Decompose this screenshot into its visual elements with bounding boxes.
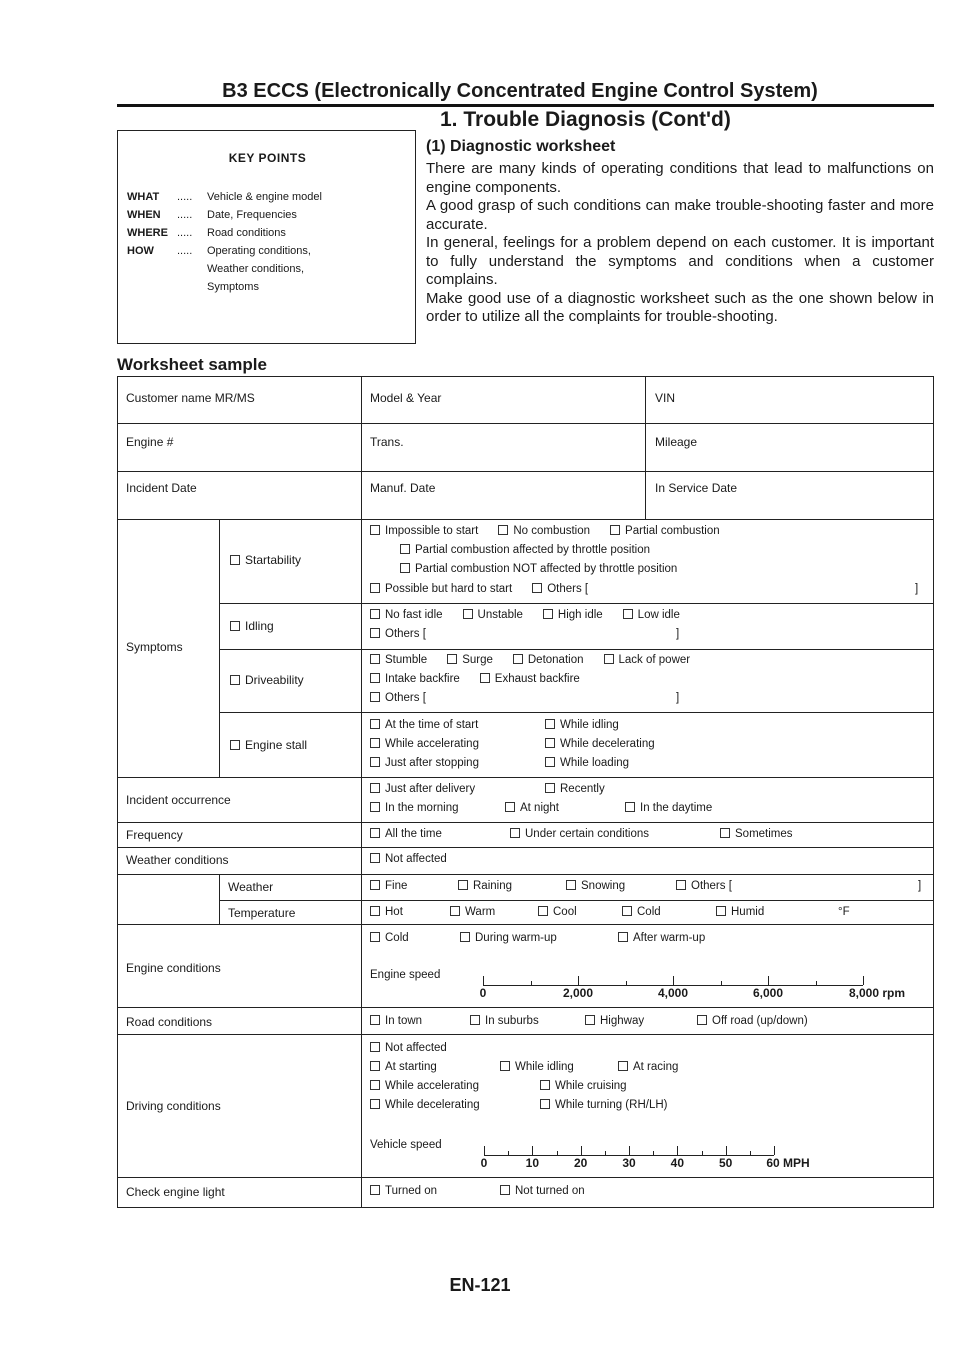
weather-options: Fine Raining Snowing Others [: [370, 880, 732, 892]
checkbox-icon[interactable]: [370, 828, 380, 838]
checkbox-icon[interactable]: [610, 525, 620, 535]
header-rule: [117, 104, 934, 107]
column-divider: [361, 377, 362, 1207]
checkbox-icon[interactable]: [370, 692, 380, 702]
road-conditions-label: Road conditions: [126, 1015, 213, 1029]
checkbox-icon[interactable]: [545, 757, 555, 767]
column-divider: [219, 874, 220, 924]
vehicle-speed-major-tick: [532, 1146, 533, 1155]
checkbox-icon[interactable]: [370, 1042, 380, 1052]
row-divider: [118, 1007, 933, 1008]
checkbox-icon[interactable]: [510, 828, 520, 838]
key-point-dots: .....: [177, 191, 193, 203]
system-title: B3 ECCS (Electronically Concentrated Engine Control System): [222, 80, 818, 102]
vehicle-speed-tick-label: 20: [573, 1156, 588, 1170]
vehicle-speed-major-tick: [726, 1146, 727, 1155]
key-point-key: HOW: [127, 245, 154, 257]
customer-name-label: Customer name MR/MS: [126, 391, 255, 405]
check-engine-light-options: Turned on Not turned on: [370, 1185, 585, 1197]
key-point-how-cont: Weather conditions,: [207, 263, 305, 275]
key-point-dots: .....: [177, 209, 193, 221]
checkbox-icon[interactable]: [370, 673, 380, 683]
intro-text: [426, 160, 934, 327]
engine-speed-tick-label: 6,000: [752, 986, 784, 1000]
engine-number-label: Engine #: [126, 435, 174, 449]
page-number: EN-121: [449, 1275, 511, 1295]
vehicle-speed-major-tick: [774, 1146, 775, 1155]
startability-line-1: Impossible to start No combustion Partial combustion: [370, 525, 720, 537]
driveability-line-2: Intake backfire Exhaust backfire: [370, 673, 580, 685]
engine-speed-major-tick: [768, 976, 769, 985]
checkbox-icon[interactable]: [618, 932, 628, 942]
transmission-label: Trans.: [370, 435, 404, 449]
vehicle-speed-major-tick: [484, 1146, 485, 1155]
key-point-how: [127, 245, 311, 257]
checkbox-icon[interactable]: [370, 628, 380, 638]
frequency-label: Frequency: [126, 828, 183, 842]
checkbox-icon[interactable]: [370, 880, 380, 890]
temperature-label: Temperature: [228, 906, 296, 920]
engine-speed-minor-tick: [626, 981, 627, 985]
checkbox-icon[interactable]: [716, 906, 726, 916]
checkbox-icon[interactable]: [545, 738, 555, 748]
manufacture-date-label: Manuf. Date: [370, 481, 436, 495]
checkbox-icon[interactable]: [370, 738, 380, 748]
key-point-how-cont: Symptoms: [207, 281, 259, 293]
checkbox-icon[interactable]: [230, 675, 240, 685]
checkbox-icon[interactable]: [370, 1099, 380, 1109]
checkbox-icon[interactable]: [513, 654, 523, 664]
checkbox-icon[interactable]: [697, 1015, 707, 1025]
checkbox-icon[interactable]: [370, 1015, 380, 1025]
row-divider: [118, 874, 933, 875]
engine-speed-minor-tick: [721, 981, 722, 985]
key-points-box: [117, 130, 416, 344]
vehicle-speed-minor-tick: [653, 1151, 654, 1155]
vehicle-speed-label: Vehicle speed: [370, 1139, 442, 1151]
engine-speed-major-tick: [863, 976, 864, 985]
row-divider: [118, 471, 933, 472]
in-service-date-label: In Service Date: [655, 481, 738, 495]
row-divider: [118, 423, 933, 424]
key-points-title: KEY POINTS: [228, 151, 307, 165]
row-divider: [118, 822, 933, 823]
driving-conditions-line-2: At starting While idling At racing: [370, 1061, 678, 1073]
engine-stall-line-1: At the time of start While idling: [370, 719, 619, 731]
row-divider: [118, 924, 933, 925]
vehicle-speed-tick-label: 40: [670, 1156, 685, 1170]
checkbox-icon[interactable]: [500, 1185, 510, 1195]
engine-speed-tick-label: 2,000: [562, 986, 594, 1000]
model-year-label: Model & Year: [370, 391, 442, 405]
key-point-where: [127, 227, 286, 239]
section-title: 1. Trouble Diagnosis (Cont'd): [440, 108, 731, 131]
checkbox-icon[interactable]: [540, 1080, 550, 1090]
checkbox-icon[interactable]: [370, 802, 380, 812]
key-point-value: Road conditions: [207, 227, 286, 239]
checkbox-icon[interactable]: [585, 1015, 595, 1025]
key-point-key: WHEN: [127, 209, 161, 221]
checkbox-icon[interactable]: [538, 906, 548, 916]
vehicle-speed-minor-tick: [508, 1151, 509, 1155]
row-divider: [118, 519, 933, 520]
checkbox-icon[interactable]: [370, 757, 380, 767]
temperature-unit: °F: [838, 906, 850, 918]
startability-line-4: Possible but hard to start Others [: [370, 583, 588, 595]
incident-date-label: Incident Date: [126, 481, 197, 495]
idling-line-2: Others [: [370, 628, 426, 640]
key-point-value: Date, Frequencies: [207, 209, 297, 221]
checkbox-icon[interactable]: [370, 1185, 380, 1195]
engine-speed-tick-label: 4,000: [657, 986, 689, 1000]
row-divider: [118, 847, 933, 848]
driveability-bracket: ]: [676, 692, 680, 704]
driving-conditions-line-3: While accelerating While cruising: [370, 1080, 627, 1092]
checkbox-icon[interactable]: [370, 525, 380, 535]
row-divider: [219, 649, 933, 650]
checkbox-icon[interactable]: [566, 880, 576, 890]
checkbox-icon[interactable]: [230, 621, 240, 631]
check-engine-light-label: Check engine light: [126, 1185, 225, 1199]
checkbox-icon[interactable]: [370, 583, 380, 593]
engine-speed-minor-tick: [531, 981, 532, 985]
checkbox-icon[interactable]: [458, 880, 468, 890]
engine-conditions-label: Engine conditions: [126, 961, 221, 975]
driveability-line-3: Others [: [370, 692, 426, 704]
checkbox-icon[interactable]: [622, 906, 632, 916]
vehicle-speed-tick-label: 30: [622, 1156, 636, 1170]
engine-stall-line-2: While accelerating While decelerating: [370, 738, 655, 750]
checkbox-icon[interactable]: [370, 853, 380, 863]
checkbox-icon[interactable]: [370, 719, 380, 729]
row-divider: [118, 1177, 933, 1178]
checkbox-icon[interactable]: [400, 563, 410, 573]
engine-speed-major-tick: [483, 976, 484, 985]
startability-line-3: Partial combustion NOT affected by throttle position: [400, 563, 677, 575]
incident-occurrence-label: Incident occurrence: [126, 793, 231, 807]
key-point-value: Vehicle & engine model: [207, 191, 322, 203]
checkbox-icon[interactable]: [498, 525, 508, 535]
mileage-label: Mileage: [655, 435, 698, 449]
checkbox-icon[interactable]: [505, 802, 515, 812]
idling-bracket: ]: [676, 628, 680, 640]
engine-speed-tick-label: 0: [479, 986, 487, 1000]
checkbox-icon[interactable]: [543, 609, 553, 619]
driveability-line-1: Stumble Surge Detonation Lack of power: [370, 654, 690, 666]
checkbox-icon[interactable]: [604, 654, 614, 664]
key-point-when: [127, 209, 297, 221]
weather-label: Weather: [228, 880, 274, 894]
driving-conditions-line-4: While decelerating While turning (RH/LH): [370, 1099, 667, 1111]
worksheet-title: Worksheet sample: [117, 355, 267, 374]
checkbox-icon[interactable]: [480, 673, 490, 683]
driveability-option: Driveability: [230, 673, 304, 687]
intro-paragraph: A good grasp of such conditions can make trouble-shooting faster and more accurate.: [426, 197, 934, 233]
checkbox-icon[interactable]: [545, 783, 555, 793]
vehicle-speed-major-tick: [677, 1146, 678, 1155]
checkbox-icon[interactable]: [618, 1061, 628, 1071]
column-divider: [219, 519, 220, 777]
vin-label: VIN: [655, 391, 676, 405]
checkbox-icon[interactable]: [370, 906, 380, 916]
engine-speed-major-tick: [578, 976, 579, 985]
checkbox-icon[interactable]: [540, 1099, 550, 1109]
symptoms-label: Symptoms: [126, 640, 183, 654]
driving-conditions-line-1: Not affected: [370, 1042, 447, 1054]
engine-stall-line-3: Just after stopping While loading: [370, 757, 629, 769]
row-divider: [219, 900, 933, 901]
checkbox-icon[interactable]: [623, 609, 633, 619]
column-divider: [645, 377, 646, 519]
checkbox-icon[interactable]: [370, 783, 380, 793]
checkbox-icon[interactable]: [400, 544, 410, 554]
vehicle-speed-major-tick: [581, 1146, 582, 1155]
intro-paragraph: There are many kinds of operating conditions that lead to malfunctions on engine components.: [426, 160, 934, 196]
vehicle-speed-tick-label: 50: [718, 1156, 733, 1170]
checkbox-icon[interactable]: [676, 880, 686, 890]
worksheet-table: [117, 376, 934, 1208]
key-point-dots: .....: [177, 227, 193, 239]
row-divider: [219, 712, 933, 713]
weather-bracket: ]: [918, 880, 922, 892]
idling-line-1: No fast idle Unstable High idle Low idle: [370, 609, 680, 621]
key-point-key: WHAT: [127, 191, 160, 203]
driving-conditions-label: Driving conditions: [126, 1099, 221, 1113]
startability-line-2: Partial combustion affected by throttle position: [400, 544, 650, 556]
checkbox-icon[interactable]: [370, 654, 380, 664]
startability-option: Startability: [230, 553, 301, 567]
key-point-value: Operating conditions,: [207, 245, 311, 257]
row-divider: [118, 777, 933, 778]
checkbox-icon[interactable]: [370, 1061, 380, 1071]
key-point-what: [127, 191, 322, 203]
frequency-options: All the time Under certain conditions Sometimes: [370, 828, 793, 840]
engine-conditions-options: Cold During warm-up After warm-up: [370, 932, 705, 944]
vehicle-speed-tick-label: 60 MPH: [766, 1156, 810, 1170]
intro-paragraph: In general, feelings for a problem depend on each customer. It is important to fully understand the symptoms and conditions when a customer complains.: [426, 234, 934, 288]
checkbox-icon[interactable]: [460, 932, 470, 942]
engine-speed-tick-label: 8,000 rpm: [848, 986, 906, 1000]
vehicle-speed-tick-label: 10: [525, 1156, 540, 1170]
engine-stall-option: Engine stall: [230, 738, 307, 752]
vehicle-speed-minor-tick: [605, 1151, 606, 1155]
engine-speed-label: Engine speed: [370, 969, 441, 981]
weather-conditions-label: Weather conditions: [126, 853, 229, 867]
vehicle-speed-minor-tick: [702, 1151, 703, 1155]
temperature-options: Hot Warm Cool Cold Humid: [370, 906, 764, 918]
checkbox-icon[interactable]: [720, 828, 730, 838]
engine-speed-major-tick: [673, 976, 674, 985]
key-point-key: WHERE: [127, 227, 168, 239]
incident-occurrence-line-1: Just after delivery Recently: [370, 783, 605, 795]
intro-paragraph: Make good use of a diagnostic worksheet such as the one shown below in order to utilize all the complaints for trouble-shooting.: [426, 289, 934, 325]
checkbox-icon[interactable]: [370, 609, 380, 619]
checkbox-icon[interactable]: [470, 1015, 480, 1025]
startability-bracket: ]: [915, 583, 919, 595]
subsection-title: (1) Diagnostic worksheet: [426, 138, 616, 155]
checkbox-icon[interactable]: [230, 740, 240, 750]
vehicle-speed-tick-label: 0: [480, 1156, 488, 1170]
checkbox-icon[interactable]: [545, 719, 555, 729]
checkbox-icon[interactable]: [532, 583, 542, 593]
vehicle-speed-major-tick: [629, 1146, 630, 1155]
incident-occurrence-line-2: In the morning At night In the daytime: [370, 802, 712, 814]
checkbox-icon[interactable]: [230, 555, 240, 565]
engine-speed-minor-tick: [816, 981, 817, 985]
key-point-dots: .....: [177, 245, 193, 257]
checkbox-icon[interactable]: [500, 1061, 510, 1071]
vehicle-speed-minor-tick: [750, 1151, 751, 1155]
checkbox-icon[interactable]: [450, 906, 460, 916]
weather-not-affected: Not affected: [370, 853, 447, 865]
idling-option: Idling: [230, 619, 274, 633]
vehicle-speed-minor-tick: [557, 1151, 558, 1155]
checkbox-icon[interactable]: [370, 1080, 380, 1090]
row-divider: [219, 603, 933, 604]
row-divider: [118, 1034, 933, 1035]
checkbox-icon[interactable]: [463, 609, 473, 619]
checkbox-icon[interactable]: [625, 802, 635, 812]
checkbox-icon[interactable]: [447, 654, 457, 664]
road-conditions-options: In town In suburbs Highway Off road (up/down): [370, 1015, 808, 1027]
checkbox-icon[interactable]: [370, 932, 380, 942]
